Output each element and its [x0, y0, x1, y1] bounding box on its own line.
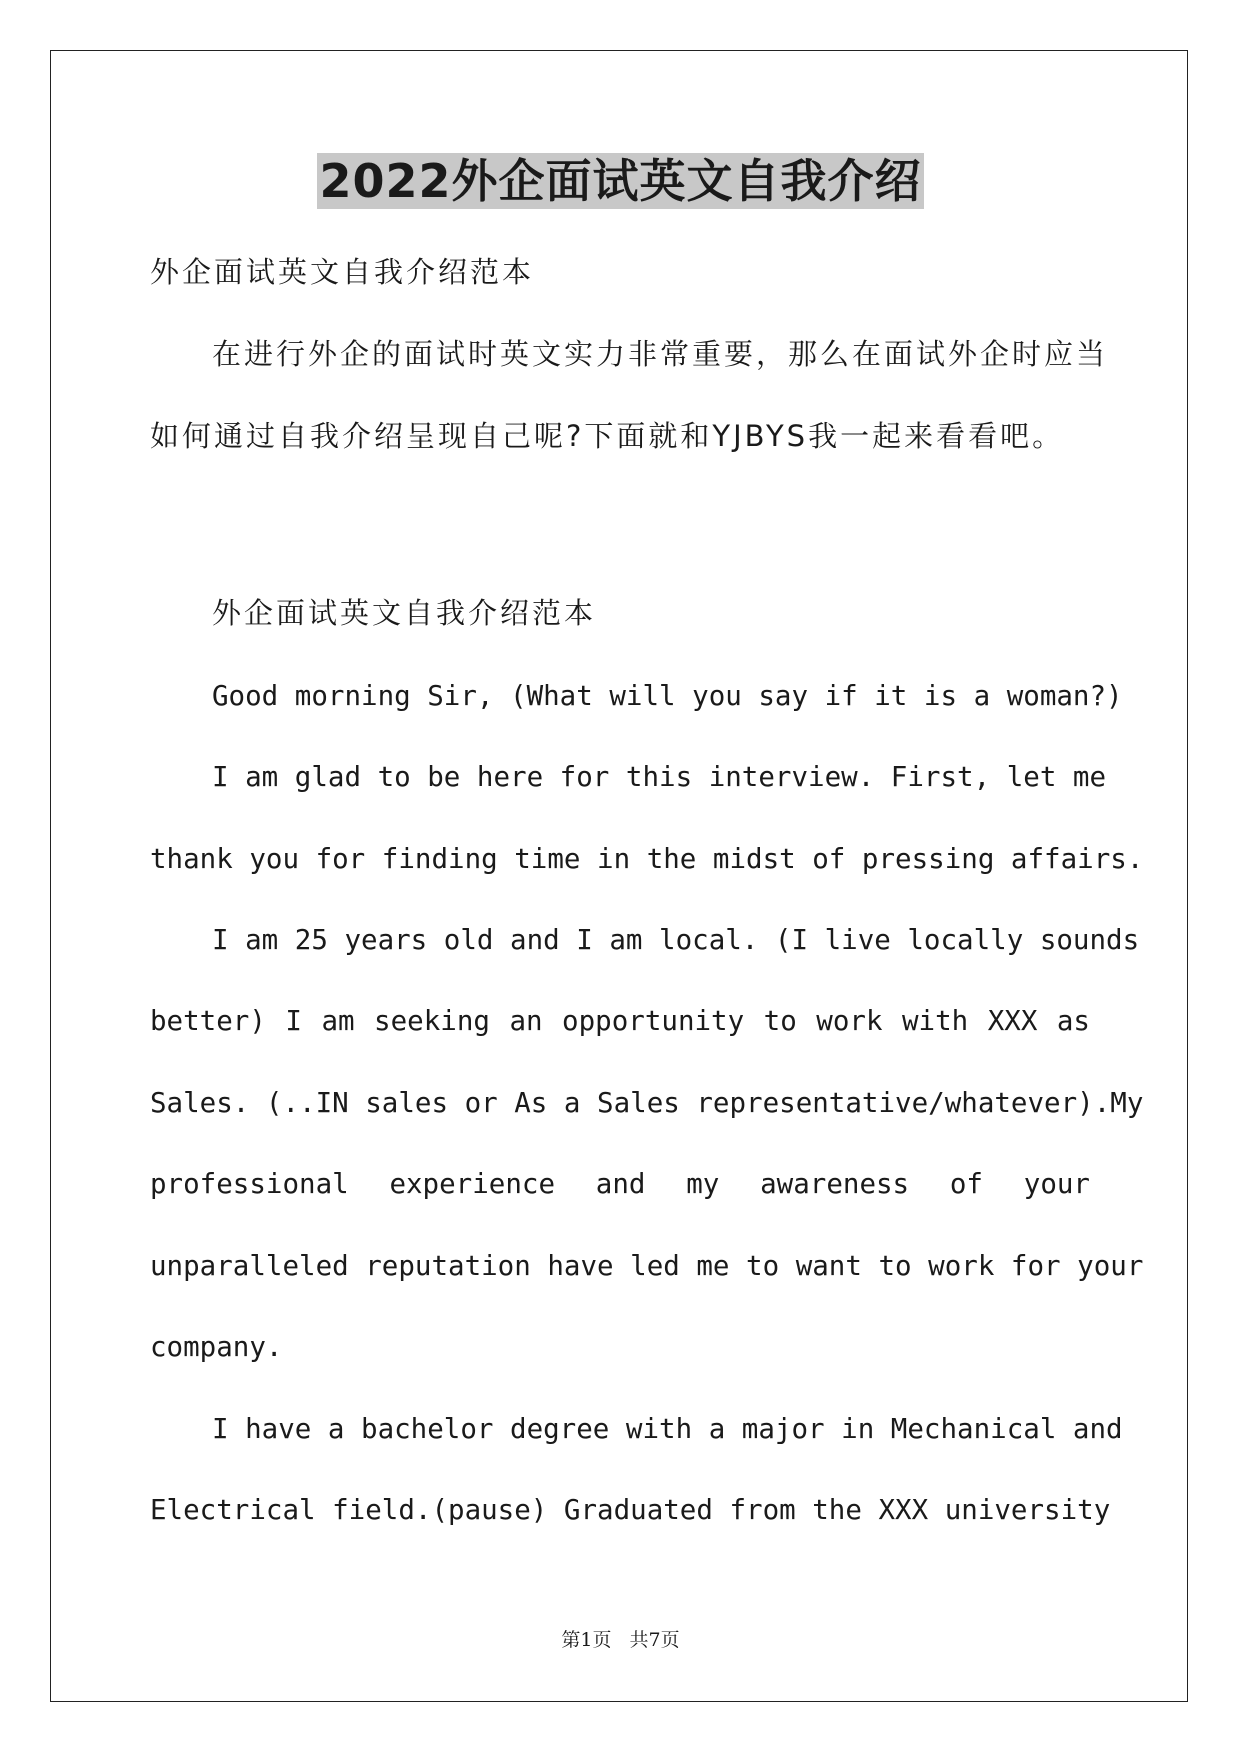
paragraph-line: company. [150, 1331, 283, 1363]
paragraph-line: I have a bachelor degree with a major in Mechanical and [212, 1413, 1123, 1445]
paragraph-line: better) I am seeking an opportunity to work with XXX as [150, 1005, 1090, 1037]
paragraph-line: Electrical field.(pause) Graduated from the XXX university [150, 1494, 1111, 1526]
paragraph-line: 外企面试英文自我介绍范本 [212, 596, 597, 630]
document-title: 2022外企面试英文自我介绍 [319, 154, 922, 208]
paragraph-line: 在进行外企的面试时英文实力非常重要，那么在面试外企时应当 [212, 337, 1109, 371]
paragraph-line: thank you for finding time in the midst of pressing affairs. [150, 843, 1144, 875]
paragraph-line: 如何通过自我介绍呈现自己呢?下面就和YJBYS我一起来看看吧。 [150, 419, 1065, 453]
paragraph-line: I am glad to be here for this interview. First, let me [212, 761, 1107, 793]
paragraph-line: Sales. (..IN sales or As a Sales representative/whatever).My [150, 1087, 1144, 1119]
paragraph-line: unparalleled reputation have led me to want to work for your [150, 1250, 1144, 1282]
page-number: 第1页 [561, 1629, 612, 1651]
page-footer [0, 1625, 1241, 1652]
paragraph-line: 外企面试英文自我介绍范本 [150, 255, 535, 289]
paragraph-line: Good morning Sir, (What will you say if it is a woman?) [212, 680, 1123, 712]
title-container [0, 153, 1241, 209]
paragraph-line: professional experience and my awareness of your [150, 1168, 1090, 1200]
page-total: 共7页 [629, 1629, 680, 1651]
paragraph-line: I am 25 years old and I am local. (I live locally sounds [212, 924, 1140, 956]
